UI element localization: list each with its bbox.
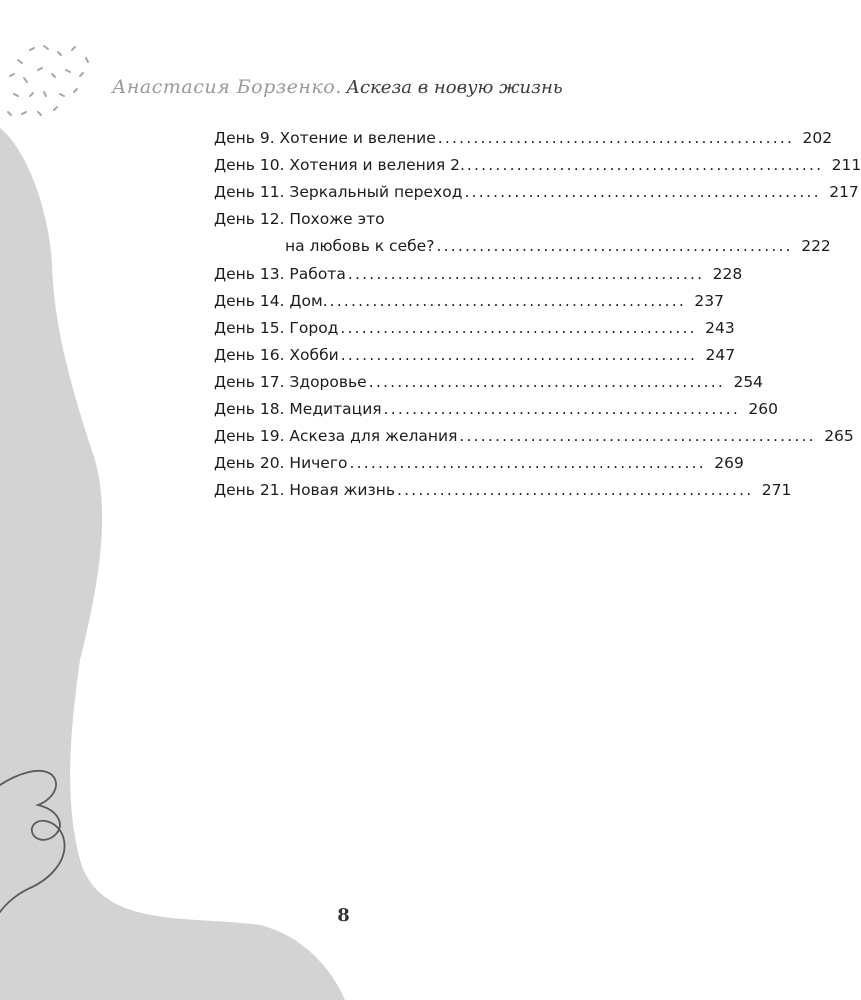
running-header <box>112 76 563 98</box>
toc-entry-title: День 16. Хобби <box>214 346 339 364</box>
toc-entry[interactable] <box>214 477 792 504</box>
toc-leader-dots: .................................................. <box>437 129 795 147</box>
toc-entry-title: День 10. Хотения и веления 2. <box>214 156 465 174</box>
toc-leader-dots: .................................................. <box>368 373 726 391</box>
header-book-title: Аскеза в новую жизнь <box>346 77 563 98</box>
toc-entry[interactable] <box>214 423 854 450</box>
toc-entry[interactable] <box>214 288 724 315</box>
toc-entry[interactable] <box>214 179 859 206</box>
toc-entry-title-line1: День 12. Похоже это <box>214 210 385 228</box>
toc-entry-page: 271 <box>761 481 792 499</box>
toc-entry-title: День 11. Зеркальный переход <box>214 183 463 201</box>
toc-leader-dots: .................................................. <box>340 319 697 337</box>
page-number: 8 <box>337 905 350 926</box>
toc-entry[interactable] <box>214 342 736 369</box>
toc-entry-page: 202 <box>802 129 833 147</box>
toc-entry-page: 228 <box>712 265 743 283</box>
toc-entry[interactable] <box>214 206 831 261</box>
toc-entry[interactable] <box>214 125 833 152</box>
toc-entry-title: на любовь к себе? <box>285 237 435 255</box>
toc-entry-page: 237 <box>694 292 724 310</box>
toc-leader-dots: .................................................. <box>349 454 706 472</box>
toc-leader-dots: .................................................. <box>397 481 754 499</box>
toc-entry-page: 260 <box>748 400 778 418</box>
toc-entry[interactable] <box>214 261 743 288</box>
toc-entry-title: День 21. Новая жизнь <box>214 481 395 499</box>
toc-entry-title: День 20. Ничего <box>214 454 348 472</box>
confetti-icon <box>8 46 88 115</box>
toc-entry-page: 222 <box>801 237 831 255</box>
toc-entry-title: День 14. Дом. <box>214 292 328 310</box>
toc-entry-title: День 15. Город <box>214 319 339 337</box>
table-of-contents <box>214 125 861 504</box>
toc-leader-dots: .................................................. <box>464 183 821 201</box>
toc-leader-dots: .................................................. <box>436 237 793 255</box>
toc-entry[interactable] <box>214 450 744 477</box>
header-separator: . <box>335 76 342 98</box>
toc-entry-title: День 9. Хотение и веление <box>214 129 436 147</box>
toc-entry[interactable] <box>214 152 861 179</box>
toc-leader-dots: .................................................. <box>329 292 686 310</box>
toc-entry-page: 254 <box>733 373 764 391</box>
toc-leader-dots: .................................................. <box>340 346 698 364</box>
toc-leader-dots: .................................................. <box>383 400 740 418</box>
toc-entry-title: День 13. Работа <box>214 265 346 283</box>
toc-entry-title: День 19. Аскеза для желания <box>214 427 458 445</box>
toc-leader-dots: .................................................. <box>347 265 705 283</box>
toc-entry-title: День 18. Медитация <box>214 400 382 418</box>
toc-entry[interactable] <box>214 369 764 396</box>
toc-entry-title: День 17. Здоровье <box>214 373 367 391</box>
toc-leader-dots: .................................................. <box>459 427 816 445</box>
toc-leader-dots: .................................................. <box>466 156 824 174</box>
header-author: Анастасия Борзенко <box>112 76 336 98</box>
toc-entry[interactable] <box>214 396 778 423</box>
toc-entry[interactable] <box>214 315 735 342</box>
toc-entry-page: 243 <box>705 319 735 337</box>
toc-entry-page: 265 <box>824 427 854 445</box>
toc-entry-page: 247 <box>705 346 736 364</box>
toc-entry-page: 217 <box>829 183 859 201</box>
toc-entry-page: 211 <box>831 156 861 174</box>
toc-entry-page: 269 <box>714 454 744 472</box>
